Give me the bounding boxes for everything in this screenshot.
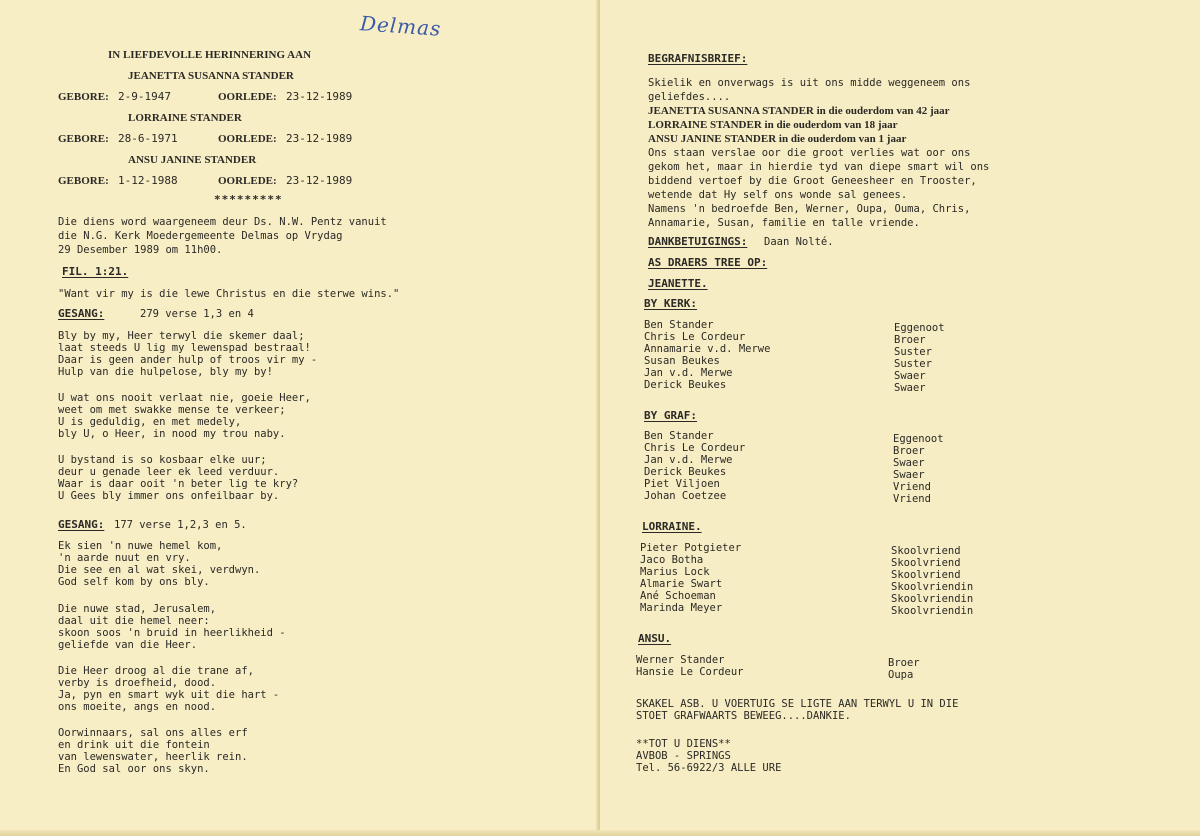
hymn-line: weet om met swakke mense te verkeer; xyxy=(58,404,286,416)
group-title: LORRAINE. xyxy=(642,520,702,533)
thanks-value: Daan Nolté. xyxy=(764,236,834,248)
bearer-name: Chris Le Cordeur xyxy=(644,331,746,343)
bearer-relation: Skoolvriendin xyxy=(891,593,974,605)
letter-title: BEGRAFNISBRIEF: xyxy=(648,52,748,65)
hymn-line: Ja, pyn en smart wyk uit die hart - xyxy=(58,689,280,701)
separator-stars: ********* xyxy=(214,193,283,206)
hymn-line: daal uit die hemel neer: xyxy=(58,615,210,627)
hymn-reference: 279 verse 1,3 en 4 xyxy=(140,308,254,320)
hymn-line: 'n aarde nuut en vry. xyxy=(58,552,191,564)
letter-line: gekom het, maar in hierdie tyd van diepe smart wil ons xyxy=(648,161,990,173)
person-name: JEANETTA SUSANNA STANDER xyxy=(128,70,294,82)
hymn-line: verby is droefheid, dood. xyxy=(58,677,217,689)
hymn-line: Die see en al wat skei, verdwyn. xyxy=(58,564,261,576)
bearer-name: Annamarie v.d. Merwe xyxy=(644,343,771,355)
hymn-label: GESANG: xyxy=(58,518,105,531)
hymn-line: U is geduldig, en met medely, xyxy=(58,416,242,428)
bearer-relation: Broer xyxy=(893,445,925,457)
bearer-relation: Skoolvriendin xyxy=(891,581,974,593)
bearer-name: Jan v.d. Merwe xyxy=(644,367,733,379)
born-date: 1-12-1988 xyxy=(118,174,178,187)
bearer-relation: Skoolvriend xyxy=(891,545,961,557)
hymn-line: Die Heer droog al die trane af, xyxy=(58,665,254,677)
hymn-line: En God sal oor ons skyn. xyxy=(58,763,210,775)
bearer-relation: Broer xyxy=(894,334,926,346)
letter-line: Ons staan verslae oor die groot verlies wat oor ons xyxy=(648,147,971,159)
hymn-line: deur u genade leer ek leed verduur. xyxy=(58,466,280,478)
hymn-line: Hulp van die hulpelose, bly my by! xyxy=(58,366,273,378)
thanks-label: DANKBETUIGINGS: xyxy=(648,235,748,248)
funeral-letter xyxy=(648,76,989,230)
hymn-line: Die nuwe stad, Jerusalem, xyxy=(58,603,217,615)
bearer-relations xyxy=(888,657,920,681)
undertaker-line: Tel. 56-6922/3 ALLE URE xyxy=(636,762,782,774)
hymn-line: God self kom by ons bly. xyxy=(58,576,210,588)
bearer-name: Jaco Botha xyxy=(640,554,704,566)
person-name: LORRAINE STANDER xyxy=(128,112,242,124)
service-line: 29 Desember 1989 om 11h00. xyxy=(58,244,223,256)
born-label: GEBORE: xyxy=(58,133,109,145)
bearer-name: Werner Stander xyxy=(636,654,725,666)
hymn-stanza xyxy=(58,330,317,378)
bearer-name: Derick Beukes xyxy=(644,379,727,391)
handwritten-annotation: Delmas xyxy=(359,11,443,41)
hymn-line: Waar is daar ooit 'n beter lig te kry? xyxy=(58,478,299,490)
hymn-line: geliefde van die Heer. xyxy=(58,639,198,651)
bearer-relation: Swaer xyxy=(893,469,925,481)
undertaker-line: AVBOB - SPRINGS xyxy=(636,750,731,762)
hymn-line: en drink uit die fontein xyxy=(58,739,210,751)
bearer-relations xyxy=(893,433,944,505)
died-date: 23-12-1989 xyxy=(286,132,353,145)
bearer-relation: Skoolvriend xyxy=(891,557,961,569)
bearer-name: Ané Schoeman xyxy=(640,590,716,602)
bearer-relation: Suster xyxy=(894,346,932,358)
hymn-stanza xyxy=(58,540,260,588)
memorial-heading: IN LIEFDEVOLLE HERINNERING AAN xyxy=(108,49,312,61)
bearer-relation: Swaer xyxy=(894,370,926,382)
vehicle-lights-notice xyxy=(636,698,958,722)
hymn-line: U wat ons nooit verlaat nie, goeie Heer, xyxy=(58,392,311,404)
hymn-line: bly U, o Heer, in nood my trou naby. xyxy=(58,428,286,440)
bearer-name: Piet Viljoen xyxy=(644,478,720,490)
born-label: GEBORE: xyxy=(58,91,109,103)
bearer-name: Derick Beukes xyxy=(644,466,727,478)
bearer-name: Ben Stander xyxy=(644,319,714,331)
bearer-names xyxy=(636,654,743,678)
group-subtitle: BY GRAF: xyxy=(644,409,697,422)
bearer-relation: Skoolvriendin xyxy=(891,605,974,617)
person-name: ANSU JANINE STANDER xyxy=(128,154,257,166)
hymn-line: ons moeite, angs en nood. xyxy=(58,701,217,713)
right-page xyxy=(600,0,1200,836)
hymn-line: U Gees bly immer ons onfeilbaar by. xyxy=(58,490,280,502)
scripture-ref: FIL. 1:21. xyxy=(62,265,129,278)
bearer-names xyxy=(644,319,770,391)
hymn-stanza xyxy=(58,603,286,651)
bearer-relation: Oupa xyxy=(888,669,914,681)
undertaker-line: **TOT U DIENS** xyxy=(636,738,731,750)
hymn-line: Daar is geen ander hulp of troos vir my - xyxy=(58,354,318,366)
hymn-reference: 177 verse 1,2,3 en 5. xyxy=(114,519,247,531)
letter-line: biddend vertoef by die Groot Geneesheer en Trooster, xyxy=(648,175,977,187)
letter-line: JEANETTA SUSANNA STANDER in die ouderdom van 42 jaar xyxy=(648,105,950,117)
letter-line: geliefdes.... xyxy=(648,91,731,103)
bearer-name: Johan Coetzee xyxy=(644,490,727,502)
letter-line: wetende dat Hy self ons wonde sal genees. xyxy=(648,189,908,201)
born-label: GEBORE: xyxy=(58,175,109,187)
hymn-stanza xyxy=(58,727,248,775)
bearer-name: Susan Beukes xyxy=(644,355,720,367)
notice-line: STOET GRAFWAARTS BEWEEG....DANKIE. xyxy=(636,710,851,722)
bearer-relation: Eggenoot xyxy=(893,433,944,445)
letter-line: Skielik en onverwags is uit ons midde weggeneem ons xyxy=(648,77,971,89)
service-line: Die diens word waargeneem deur Ds. N.W. Pentz vanuit xyxy=(58,216,387,228)
hymn-line: skoon soos 'n bruid in heerlikheid - xyxy=(58,627,286,639)
bearer-relations xyxy=(891,545,973,617)
notice-line: SKAKEL ASB. U VOERTUIG SE LIGTE AAN TERWYL U IN DIE xyxy=(636,698,959,710)
bearer-names xyxy=(640,542,741,614)
bearers-title: AS DRAERS TREE OP: xyxy=(648,256,768,269)
bearer-name: Ben Stander xyxy=(644,430,714,442)
died-label: OORLEDE: xyxy=(218,133,277,145)
service-line: die N.G. Kerk Moedergemeente Delmas op Vrydag xyxy=(58,230,343,242)
bearer-relations xyxy=(894,322,945,394)
hymn-stanza xyxy=(58,392,311,440)
bearer-relation: Suster xyxy=(894,358,932,370)
group-title: JEANETTE. xyxy=(648,277,708,290)
died-label: OORLEDE: xyxy=(218,175,277,187)
bearer-name: Jan v.d. Merwe xyxy=(644,454,733,466)
scripture-quote: "Want vir my is die lewe Christus en die sterwe wins." xyxy=(58,288,400,300)
bearer-name: Hansie Le Cordeur xyxy=(636,666,744,678)
died-date: 23-12-1989 xyxy=(286,90,353,103)
bearer-names xyxy=(644,430,745,502)
died-label: OORLEDE: xyxy=(218,91,277,103)
hymn-stanza xyxy=(58,454,298,502)
bearer-relation: Eggenoot xyxy=(894,322,945,334)
bearer-name: Marius Lock xyxy=(640,566,710,578)
undertaker-block xyxy=(636,738,781,774)
bearer-relation: Broer xyxy=(888,657,920,669)
bearer-relation: Skoolvriend xyxy=(891,569,961,581)
hymn-line: Ek sien 'n nuwe hemel kom, xyxy=(58,540,223,552)
born-date: 2-9-1947 xyxy=(118,90,171,103)
hymn-stanza xyxy=(58,665,279,713)
bearer-name: Almarie Swart xyxy=(640,578,723,590)
born-date: 28-6-1971 xyxy=(118,132,178,145)
paper-edge xyxy=(0,830,1200,836)
bearer-relation: Vriend xyxy=(893,481,931,493)
bearer-relation: Swaer xyxy=(894,382,926,394)
hymn-line: U bystand is so kosbaar elke uur; xyxy=(58,454,267,466)
bearer-relation: Vriend xyxy=(893,493,931,505)
letter-line: Namens 'n bedroefde Ben, Werner, Oupa, Ouma, Chris, xyxy=(648,203,971,215)
bearer-name: Pieter Potgieter xyxy=(640,542,742,554)
group-title: ANSU. xyxy=(638,632,672,645)
bearer-name: Marinda Meyer xyxy=(640,602,723,614)
died-date: 23-12-1989 xyxy=(286,174,353,187)
bearer-name: Chris Le Cordeur xyxy=(644,442,746,454)
bearer-relation: Swaer xyxy=(893,457,925,469)
hymn-line: van lewenswater, heerlik rein. xyxy=(58,751,248,763)
hymn-line: Oorwinnaars, sal ons alles erf xyxy=(58,727,248,739)
letter-line: ANSU JANINE STANDER in die ouderdom van 1 jaar xyxy=(648,133,907,145)
hymn-label: GESANG: xyxy=(58,307,105,320)
letter-line: LORRAINE STANDER in die ouderdom van 18 jaar xyxy=(648,119,898,131)
letter-line: Annamarie, Susan, familie en talle vriende. xyxy=(648,217,920,229)
hymn-line: Bly by my, Heer terwyl die skemer daal; xyxy=(58,330,305,342)
hymn-line: laat steeds U lig my lewenspad bestraal! xyxy=(58,342,311,354)
group-subtitle: BY KERK: xyxy=(644,297,697,310)
